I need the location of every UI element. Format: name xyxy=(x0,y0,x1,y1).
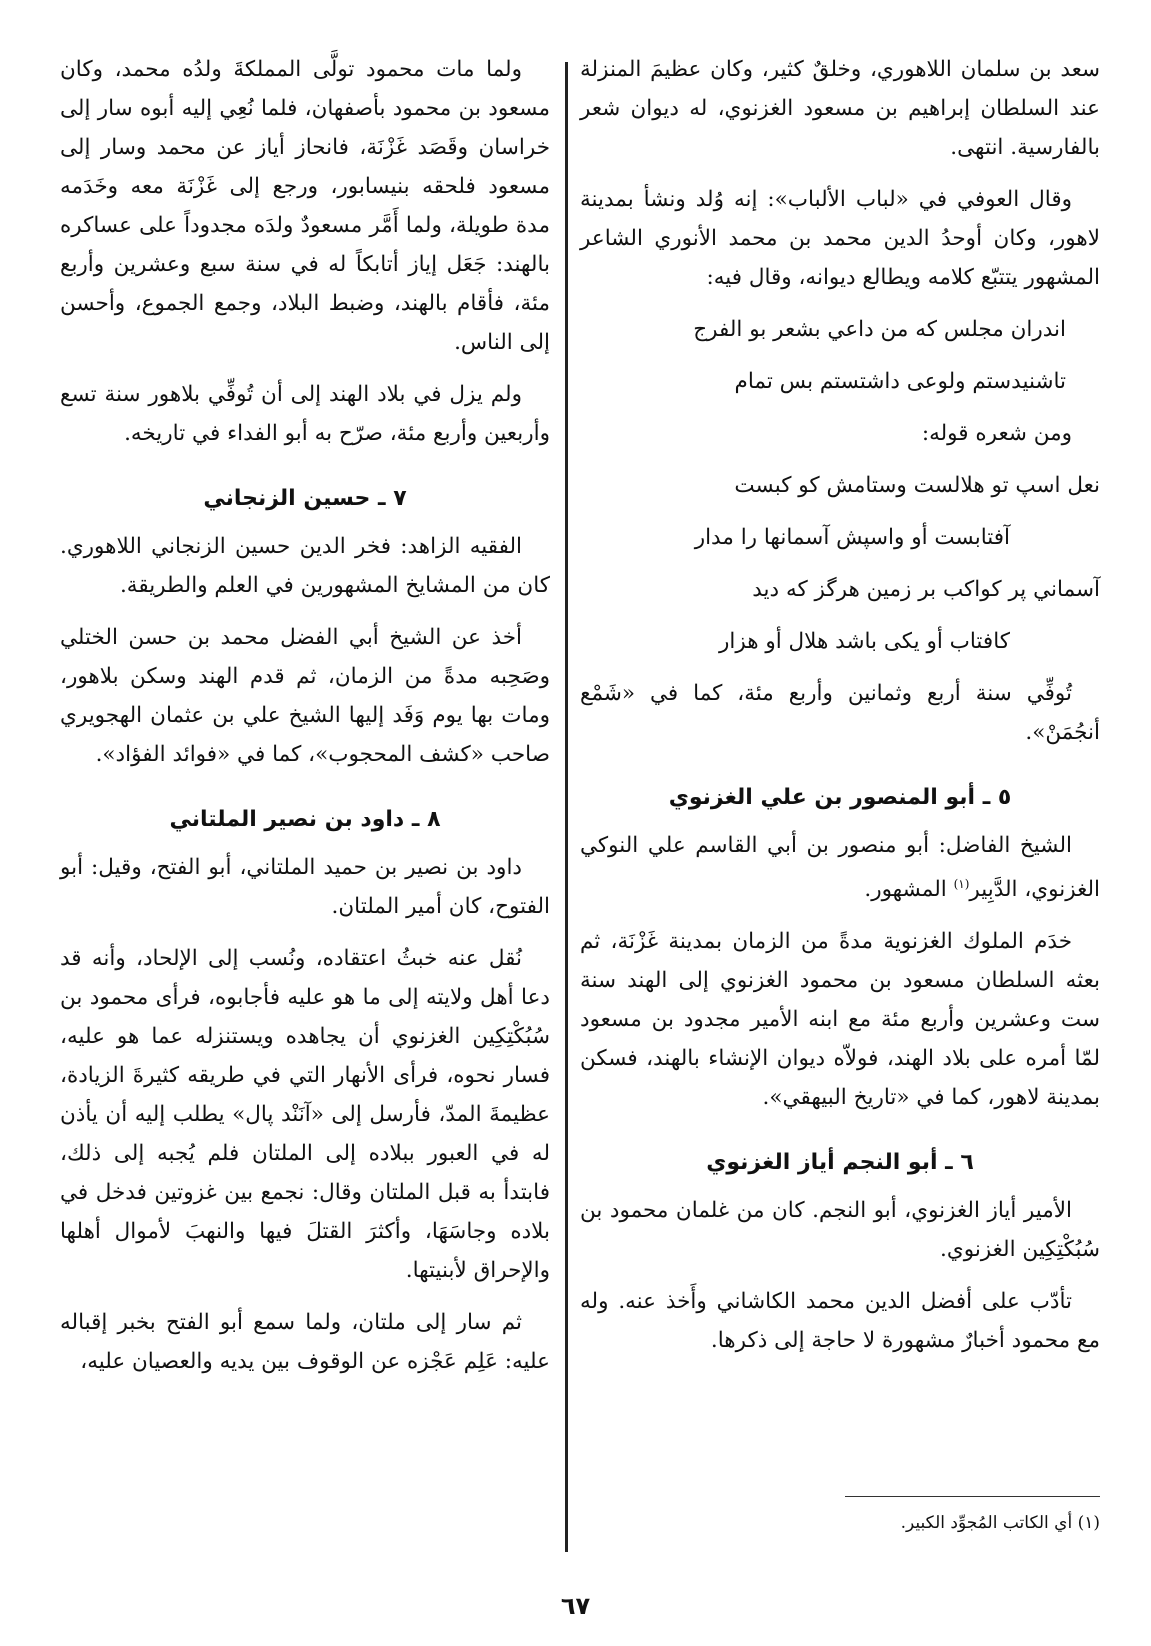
text: الشيخ الفاضل: أبو منصور بن أبي القاسم علي النوكي الغزنوي، الدَّبِير xyxy=(580,833,1100,903)
section-heading: ٦ ـ أبو النجم أياز الغزنوي xyxy=(706,1150,974,1176)
verse-line: تاشنيدستم ولوعى داشتستم بس تمام xyxy=(734,369,1066,394)
paragraph: أخذ عن الشيخ أبي الفضل محمد بن حسن الختلي وصَحِبه مدةً من الزمان، ثم قدم الهند وسكن بلاهور، ومات بها يوم وَفَد إليها الشيخ علي بن عثمان الهجويري صاحب «كشف المحجوب»، كما في «فوائد الفؤاد». xyxy=(60,625,550,767)
footnote-separator xyxy=(845,1496,1100,1497)
verse-line: نعل اسپ تو هلالست وستامش كو كبست xyxy=(734,473,1100,498)
paragraph: وقال العوفي في «لباب الألباب»: إنه وُلد ونشأ بمدينة لاهور، وكان أوحدُ الدين محمد بن محمد الأنوري الشاعر المشهور يتتبّع كلامه ويطالع ديوانه، وقال فيه: xyxy=(580,187,1100,290)
paragraph: ومن شعره قوله: xyxy=(921,421,1072,446)
page-number: ٦٧ xyxy=(560,1592,591,1620)
paragraph: خدَم الملوك الغزنوية مدةً من الزمان بمدينة غَزْنَة، ثم بعثه السلطان مسعود بن محمود الغزنوي إلى الهند سنة ست وعشرين وأربع مئة مع ابنه الأمير مجدود بن مسعود لمّا أمره على بلاد الهند، فولاّه ديوان الإنشاء بالهند، فسكن بمدينة لاهور، كما في «تاريخ البيهقي». xyxy=(580,929,1100,1111)
paragraph: داود بن نصير بن حميد الملتاني، أبو الفتح، وقيل: أبو الفتوح، كان أمير الملتان. xyxy=(60,855,550,919)
paragraph: نُقل عنه خبثُ اعتقاده، ونُسب إلى الإلحاد، وأنه قد دعا أهل ولايته إلى ما هو عليه فأجابوه، فرأى محمود بن سُبُكْتِكِين الغزنوي أن يجاهده ويستنزله عما هو عليه، فسار نحوه، فرأى الأنهار التي في طريقه كثيرةَ الزيادة، عظيمةَ المدّ، فأرسل إلى «آنَنْد پال» يطلب إليه أن يأذن له في العبور ببلاده إلى الملتان فلم يُجبه إلى ذلك، فابتدأ به قبل الملتان وقال: نجمع بين غزوتين فدخل في بلاده وجاسَهَا، وأكثرَ القتلَ فيها والنهبَ لأموال أهلها والإحراق لأبنيتها. xyxy=(60,946,550,1283)
paragraph: تأدّب على أفضل الدين محمد الكاشاني وأَخذ عنه. وله مع محمود أخبارٌ مشهورة لا حاجة إلى ذكرها. xyxy=(580,1289,1100,1354)
paragraph xyxy=(580,826,1100,909)
paragraph: ولما مات محمود تولَّى المملكةَ ولدُه محمد، وكان مسعود بن محمود بأصفهان، فلما نُعِي إليه أبوه سار إلى خراسان وقَصَد غَزْنَة، فانحاز أياز عن محمد وسار إلى مسعود فلحقه بنيسابور، ورجع إلى غَزْنَة معه وخَدَمه مدة طويلة، ولما أَمَّر مسعودٌ ولدَه مجدوداً على عساكره بالهند: جَعَل إياز أتابكاً له في سنة سبع وعشرين وأربع مئة، فأقام بالهند، وضبط البلاد، وجمع الجموع، وأحسن إلى الناس. xyxy=(60,57,550,355)
text: المشهور. xyxy=(864,877,954,903)
footnote: (١) أي الكاتب المُجوِّد الكبير. xyxy=(900,1513,1100,1533)
paragraph: الأمير أياز الغزنوي، أبو النجم. كان من غلمان محمود بن سُبُكْتِكِين الغزنوي. xyxy=(580,1198,1100,1263)
section-heading: ٨ ـ داود بن نصير الملتاني xyxy=(169,807,441,832)
verse-line: اندران مجلس كه من داعي بشعر بو الفرج xyxy=(693,317,1066,342)
column-divider xyxy=(565,62,568,1552)
section-heading: ٥ ـ أبو المنصور بن علي الغزنوي xyxy=(668,785,1012,810)
section-heading: ٧ ـ حسين الزنجاني xyxy=(203,486,407,511)
right-column xyxy=(580,50,1100,1550)
paragraph: الفقيه الزاهد: فخر الدين حسين الزنجاني اللاهوري. كان من المشايخ المشهورين في العلم والطريقة. xyxy=(60,534,550,598)
paragraph: تُوفِّي سنة أربع وثمانين وأربع مئة، كما في «شَمْع أنجُمَنْ». xyxy=(580,681,1100,745)
verse-line: آفتابست أو واسپش آسمانها را مدار xyxy=(694,525,1010,550)
paragraph: ثم سار إلى ملتان، ولما سمع أبو الفتح بخبر إقباله عليه: عَلِم عَجْزه عن الوقوف بين يديه والعصيان عليه، xyxy=(60,1310,550,1374)
paragraph: سعد بن سلمان اللاهوري، وخلقٌ كثير، وكان عظيمَ المنزلة عند السلطان إبراهيم بن مسعود الغزنوي، له ديوان شعر بالفارسية. انتهى. xyxy=(580,57,1100,160)
paragraph: ولم يزل في بلاد الهند إلى أن تُوفِّي بلاهور سنة تسع وأربعين وأربع مئة، صرّح به أبو الفداء في تاريخه. xyxy=(60,382,550,446)
footnote-marker: (١) xyxy=(953,877,970,891)
left-column xyxy=(60,50,550,1550)
verse-line: آسماني پر كواكب بر زمين هرگز كه ديد xyxy=(752,577,1100,602)
verse-line: كافتاب أو يكى باشد هلال أو هزار xyxy=(718,629,1010,654)
